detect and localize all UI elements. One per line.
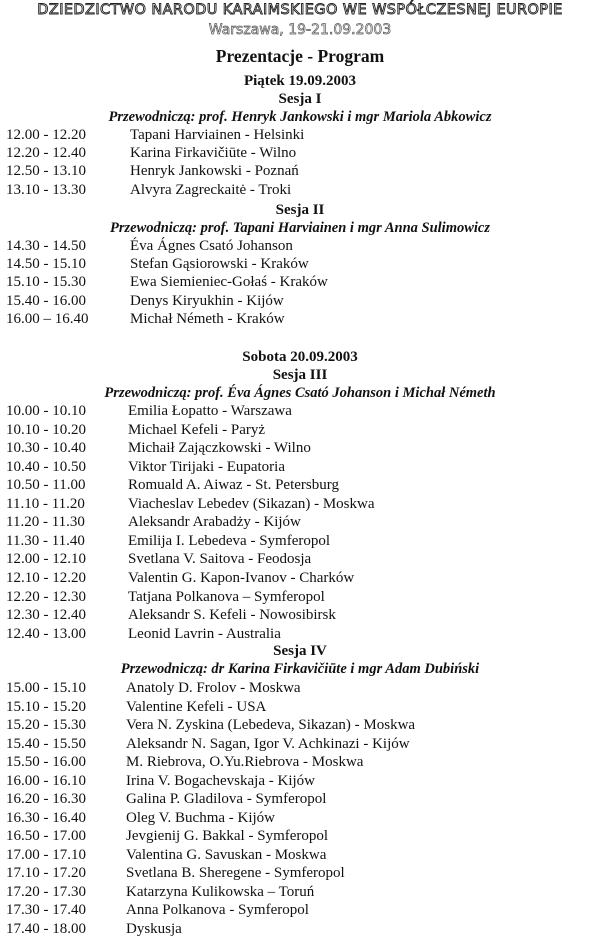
- session-chairs: Przewodniczą: dr Karina Firkavičiūte i mgr Adam Dubiński: [120, 661, 480, 677]
- time-slot: 16.30 - 16.40: [6, 809, 86, 826]
- time-slot: 15.20 - 15.30: [6, 717, 86, 733]
- page-title: Prezentacje - Program: [215, 46, 385, 66]
- speaker: Dyskusja: [126, 920, 182, 937]
- session-heading: Sesja I: [278, 91, 322, 107]
- time-slot: 10.30 - 10.40: [6, 440, 86, 457]
- speaker: Tapani Harviainen - Helsinki: [130, 127, 305, 143]
- time-slot: 12.10 - 12.20: [6, 569, 86, 586]
- session-heading: Sesja IV: [273, 643, 327, 659]
- time-slot: 14.50 - 15.10: [6, 256, 86, 273]
- session-chairs: Przewodniczą: prof. Éva Ágnes Csató Johanson i Michał Németh: [104, 385, 496, 401]
- time-slot: 12.40 - 13.00: [6, 625, 86, 642]
- time-slot: 10.40 - 10.50: [6, 458, 86, 475]
- time-slot: 10.00 - 10.10: [6, 403, 86, 419]
- speaker: Michael Kefeli - Paryż: [128, 421, 266, 438]
- session-heading: Sesja II: [275, 202, 325, 218]
- speaker: Valentin G. Kapon-Ivanov - Charków: [128, 569, 355, 586]
- conference-title: DZIEDZICTWO NARODU KARAIMSKIEGO WE WSPÓŁCZESNEJ EUROPIE: [37, 2, 563, 18]
- time-slot: 15.40 - 16.00: [6, 292, 86, 309]
- speaker: Aleksandr Arabadży - Kijów: [128, 514, 301, 531]
- speaker: Viacheslav Lebedev (Sikazan) - Moskwa: [128, 495, 375, 512]
- time-slot: 12.50 - 13.10: [6, 163, 86, 180]
- time-slot: 15.10 - 15.20: [6, 698, 86, 715]
- session-chairs: Przewodniczą: prof. Henryk Jankowski i mgr Mariola Abkowicz: [108, 109, 492, 125]
- time-slot: 11.20 - 11.30: [6, 514, 85, 531]
- time-slot: 16.50 - 17.00: [6, 828, 86, 844]
- time-slot: 13.10 - 13.30: [6, 181, 86, 198]
- speaker: Anna Polkanova - Symferopol: [126, 902, 309, 918]
- time-slot: 17.40 - 18.00: [6, 920, 86, 937]
- day-heading: Piątek 19.09.2003: [243, 73, 357, 89]
- speaker: Aleksandr S. Kefeli - Nowosibirsk: [128, 607, 336, 624]
- speaker: Valentina G. Savuskan - Moskwa: [126, 846, 327, 863]
- speaker: Stefan Gąsiorowski - Kraków: [130, 256, 309, 273]
- place-date: Warszawa, 19-21.09.2003: [208, 22, 392, 38]
- time-slot: 10.10 - 10.20: [6, 421, 86, 438]
- speaker: Michał Németh - Kraków: [130, 310, 285, 327]
- time-slot: 17.30 - 17.40: [6, 902, 86, 918]
- speaker: Tatjana Polkanova – Symferopol: [128, 588, 325, 605]
- speaker: Henryk Jankowski - Poznań: [130, 163, 299, 180]
- time-slot: 10.50 - 11.00: [6, 477, 86, 494]
- time-slot: 12.30 - 12.40: [6, 607, 86, 624]
- day-heading: Sobota 20.09.2003: [242, 349, 358, 365]
- time-slot: 17.00 - 17.10: [6, 846, 86, 863]
- time-slot: 17.20 - 17.30: [6, 883, 86, 900]
- time-slot: 12.20 - 12.30: [6, 588, 86, 605]
- speaker: Anatoly D. Frolov - Moskwa: [126, 680, 301, 696]
- speaker: Svetlana B. Sheregene - Symferopol: [126, 865, 345, 881]
- time-slot: 15.10 - 15.30: [6, 274, 86, 291]
- speaker: Denys Kiryukhin - Kijów: [130, 292, 284, 309]
- speaker: Aleksandr N. Sagan, Igor V. Achkinazi - Kijów: [126, 735, 410, 752]
- speaker: Irina V. Bogachevskaja - Kijów: [126, 772, 315, 789]
- time-slot: 14.30 - 14.50: [6, 238, 86, 254]
- session-chairs: Przewodniczą: prof. Tapani Harviainen i mgr Anna Sulimowicz: [109, 220, 491, 236]
- speaker: Emilija I. Lebedeva - Symferopol: [128, 532, 331, 549]
- time-slot: 16.00 – 16.40: [6, 310, 89, 327]
- time-slot: 16.00 - 16.10: [6, 772, 86, 789]
- time-slot: 15.50 - 16.00: [6, 754, 86, 770]
- time-slot: 12.20 - 12.40: [6, 145, 86, 162]
- speaker: Jevgienij G. Bakkal - Symferopol: [126, 828, 329, 844]
- speaker: Éva Ágnes Csató Johanson: [130, 238, 293, 254]
- speaker: Svetlana V. Saitova - Feodosja: [128, 551, 312, 568]
- time-slot: 11.30 - 11.40: [6, 532, 85, 549]
- time-slot: 12.00 - 12.10: [6, 551, 86, 568]
- speaker: Ewa Siemieniec-Gołaś - Kraków: [130, 274, 328, 291]
- speaker: Katarzyna Kulikowska – Toruń: [126, 883, 315, 900]
- speaker: Karina Firkavičiūte - Wilno: [130, 145, 297, 162]
- speaker: Vera N. Zyskina (Lebedeva, Sikazan) - Moskwa: [126, 717, 416, 733]
- speaker: Michaił Zajączkowski - Wilno: [128, 440, 311, 457]
- session-heading: Sesja III: [272, 367, 328, 383]
- speaker: M. Riebrova, O.Yu.Riebrova - Moskwa: [126, 754, 364, 770]
- speaker: Romuald A. Aiwaz - St. Petersburg: [128, 477, 339, 494]
- time-slot: 12.00 - 12.20: [6, 127, 86, 143]
- speaker: Galina P. Gladilova - Symferopol: [126, 791, 327, 807]
- speaker: Leonid Lavrin - Australia: [128, 625, 281, 642]
- speaker: Emilia Łopatto - Warszawa: [128, 403, 292, 419]
- speaker: Viktor Tirijaki - Eupatoria: [128, 458, 286, 475]
- speaker: Valentine Kefeli - USA: [126, 698, 267, 715]
- time-slot: 17.10 - 17.20: [6, 865, 86, 881]
- time-slot: 16.20 - 16.30: [6, 791, 86, 807]
- time-slot: 11.10 - 11.20: [6, 495, 85, 512]
- time-slot: 15.00 - 15.10: [6, 680, 86, 696]
- time-slot: 15.40 - 15.50: [6, 735, 86, 752]
- speaker: Alvyra Zagreckaitė - Troki: [130, 181, 292, 198]
- speaker: Oleg V. Buchma - Kijów: [126, 809, 276, 826]
